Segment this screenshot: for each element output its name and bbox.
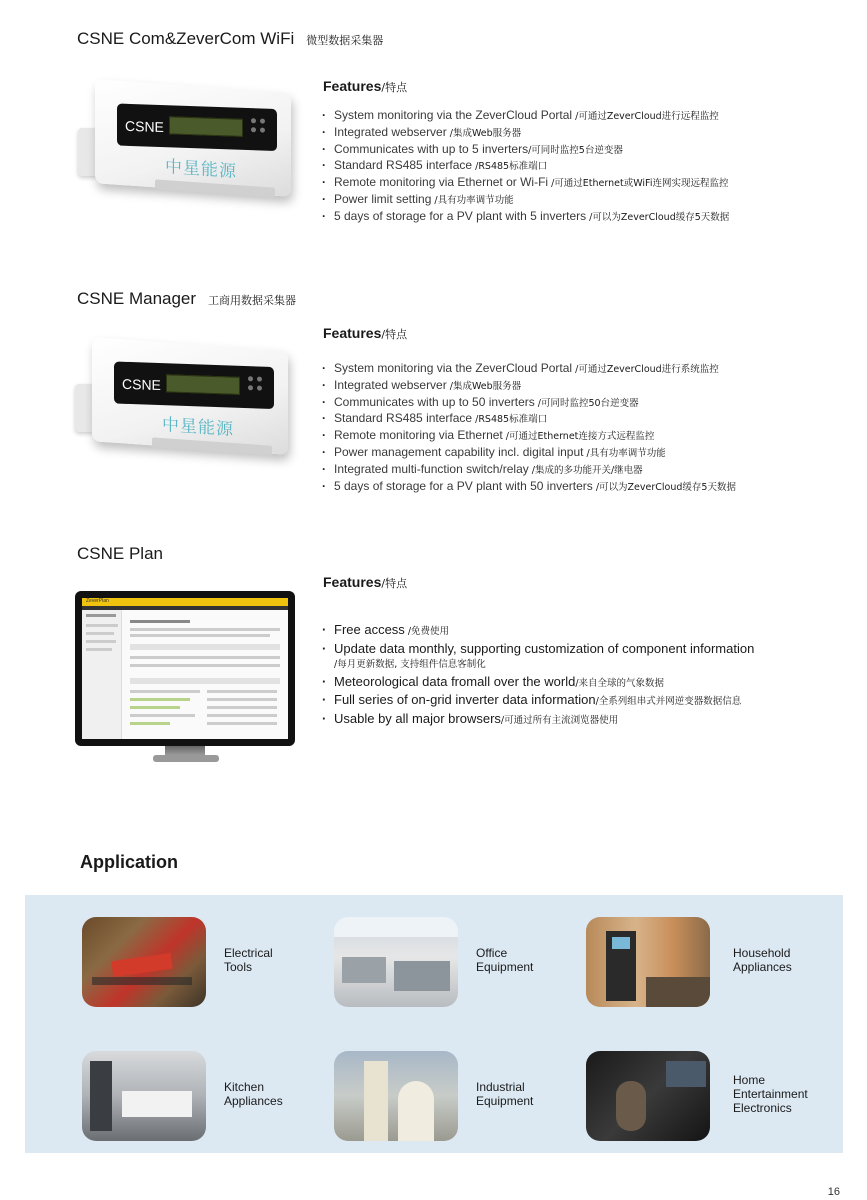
lcd-display	[169, 116, 243, 137]
list-item: · Free access /免费使用	[322, 622, 754, 641]
monitor-base	[153, 755, 219, 762]
monitor-screen	[75, 591, 295, 746]
section-title-cn: 工商用数据采集器	[208, 294, 297, 307]
device-brand-text: 中星能源	[162, 415, 234, 441]
kitchen-appliances-photo	[82, 1051, 206, 1141]
features-heading	[323, 574, 407, 591]
application-label-industrial: Industrial Equipment	[476, 1080, 534, 1108]
list-item: · System monitoring via the ZeverCloud Portal /可通过ZeverCloud进行系统监控	[322, 361, 736, 378]
application-label-kitchen: Kitchen Appliances	[224, 1080, 283, 1108]
monitor-top-bar	[82, 598, 288, 606]
section-title-text: CSNE Plan	[77, 544, 163, 563]
features-list-plan	[322, 622, 754, 729]
device-buttons	[246, 374, 266, 401]
household-appliances-photo	[586, 917, 710, 1007]
list-item: · Integrated webserver /集成Web服务器	[322, 378, 736, 395]
section-title-cn: 微型数据采集器	[306, 34, 384, 47]
list-item: · Integrated multi-function switch/relay /集成的多功能开关/继电器	[322, 462, 736, 479]
application-title: Application	[80, 852, 178, 872]
zeverplan-monitor-image	[75, 591, 295, 771]
features-label: Features	[323, 325, 382, 341]
application-panel	[25, 895, 843, 1153]
device-brand-text: 中星能源	[165, 157, 237, 183]
section-title-text: CSNE Com&ZeverCom WiFi	[77, 29, 295, 48]
office-equipment-photo	[334, 917, 458, 1007]
list-item: · Usable by all major browsers/可通过所有主流浏览器使用	[322, 711, 754, 730]
features-label-cn: /特点	[381, 577, 408, 590]
section-title-com-zevercom	[77, 29, 383, 49]
industrial-equipment-photo	[334, 1051, 458, 1141]
home-entertainment-photo	[586, 1051, 710, 1141]
application-label-electrical: Electrical Tools	[224, 946, 273, 974]
device-front-panel	[114, 361, 274, 409]
section-title-plan	[77, 544, 163, 564]
list-item: · Remote monitoring via Ethernet or Wi-Fi /可通过Ethernet或WiFi连网实现远程监控	[322, 175, 729, 192]
device-ports	[152, 437, 272, 455]
page-number: 16	[827, 1186, 840, 1198]
list-item: · 5 days of storage for a PV plant with 50 inverters /可以为ZeverCloud缓存5天数据	[322, 479, 736, 496]
list-item: · Communicates with up to 50 inverters /可同时监控50台逆变器	[322, 395, 736, 412]
features-list-manager	[322, 361, 736, 495]
monitor-screen-content	[82, 598, 288, 739]
features-label-cn: /特点	[381, 328, 408, 341]
monitor-brand-text: ZeverPlan	[86, 598, 109, 604]
device-ports	[155, 179, 275, 197]
features-list-com	[322, 108, 729, 226]
application-label-home-entertainment: Home Entertainment Electronics	[733, 1073, 808, 1115]
application-label-household: Household Appliances	[733, 946, 792, 974]
list-item: · Power management capability incl. digital input /具有功率调节功能	[322, 445, 736, 462]
list-item: · System monitoring via the ZeverCloud Portal /可通过ZeverCloud进行远程监控	[322, 108, 729, 125]
device-body	[92, 337, 288, 455]
list-item: · Remote monitoring via Ethernet /可通过Ethernet连接方式远程监控	[322, 428, 736, 445]
list-item: · Communicates with up to 5 inverters/可同时监控5台逆变器	[322, 142, 729, 159]
list-item: · Power limit setting /具有功率调节功能	[322, 192, 729, 209]
section-title-text: CSNE Manager	[77, 289, 197, 308]
features-label-cn: /特点	[381, 81, 408, 94]
features-label: Features	[323, 78, 382, 94]
device-label: CSNE	[125, 117, 164, 136]
device-body	[95, 79, 291, 197]
monitor-sidebar	[82, 610, 122, 739]
application-label-office: Office Equipment	[476, 946, 534, 974]
device-front-panel	[117, 103, 277, 151]
list-item: · 5 days of storage for a PV plant with 5 inverters /可以为ZeverCloud缓存5天数据	[322, 209, 729, 226]
features-heading	[323, 78, 407, 95]
list-item: · Meteorological data fromall over the world/来自全球的气象数据	[322, 674, 754, 693]
section-title-manager	[77, 289, 296, 309]
features-label: Features	[323, 574, 382, 590]
features-heading	[323, 325, 407, 342]
list-item: · Full series of on-grid inverter data information/全系列组串式并网逆变器数据信息	[322, 692, 754, 711]
list-item: · Standard RS485 interface /RS485标准端口	[322, 411, 736, 428]
list-item: · Integrated webserver /集成Web服务器	[322, 125, 729, 142]
device-label: CSNE	[122, 375, 161, 394]
list-item: · Standard RS485 interface /RS485标准端口	[322, 158, 729, 175]
electrical-tools-photo	[82, 917, 206, 1007]
lcd-display	[166, 374, 240, 395]
list-item: · Update data monthly, supporting customization of component information /每月更新数据, 支持组件信息客制化	[322, 641, 754, 674]
device-buttons	[249, 116, 269, 143]
